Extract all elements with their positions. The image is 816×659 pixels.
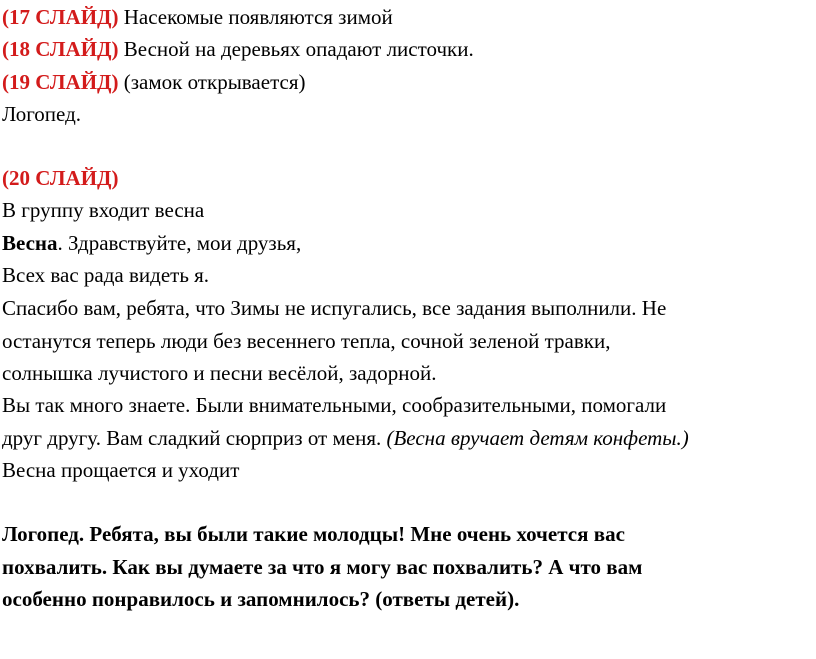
line-text: . Здравствуйте, мои друзья, (57, 231, 302, 255)
text-line (2, 329, 610, 353)
text-line (2, 393, 666, 417)
speaker-name: Весна (2, 231, 58, 255)
slide-17-line (2, 5, 393, 29)
line-text: Логопед. Ребята, вы были такие молодцы! Мне очень хочется вас (2, 522, 625, 546)
line-text: Вы так много знаете. Были внимательными, сообразительными, помогали (2, 393, 667, 417)
slide-18-line (2, 37, 474, 61)
line-text: Всех вас рада видеть я. (2, 263, 210, 287)
line-text: Насекомые появляются зимой (118, 5, 393, 29)
line-text: Весной на деревьях опадают листочки. (118, 37, 474, 61)
text-line (2, 361, 436, 385)
line-text: похвалить. Как вы думаете за что я могу вас похвалить? А что вам (2, 555, 643, 579)
slide-20-line (2, 166, 118, 190)
text-line (2, 263, 209, 287)
line-text: Весна прощается и уходит (2, 458, 240, 482)
slide-19-line (2, 70, 306, 94)
line-text: солнышка лучистого и песни весёлой, задорной. (2, 361, 437, 385)
final-text-line (2, 522, 625, 546)
line-text: Спасибо вам, ребята, что Зимы не испугались, все задания выполнили. Не (2, 296, 667, 320)
text-line (2, 426, 689, 450)
speaker-line (2, 102, 81, 126)
stage-direction: (Весна вручает детям конфеты.) (386, 426, 689, 450)
line-text: (замок открывается) (118, 70, 306, 94)
text-line (2, 296, 666, 320)
line-text: друг другу. Вам сладкий сюрприз от меня. (2, 426, 387, 450)
final-text-line (2, 587, 519, 611)
text-line (2, 458, 239, 482)
slide-label: (17 СЛАЙД) (2, 5, 119, 29)
line-text: В группу входит весна (2, 198, 205, 222)
slide-label: (20 СЛАЙД) (2, 166, 119, 190)
line-text: останутся теперь люди без весеннего тепла, сочной зеленой травки, (2, 329, 611, 353)
spring-greeting-line (2, 231, 301, 255)
final-text-line (2, 555, 642, 579)
stage-direction-line (2, 198, 204, 222)
line-text: Логопед. (2, 102, 82, 126)
slide-label: (19 СЛАЙД) (2, 70, 119, 94)
line-text: особенно понравилось и запомнилось? (ответы детей). (2, 587, 520, 611)
slide-label: (18 СЛАЙД) (2, 37, 119, 61)
